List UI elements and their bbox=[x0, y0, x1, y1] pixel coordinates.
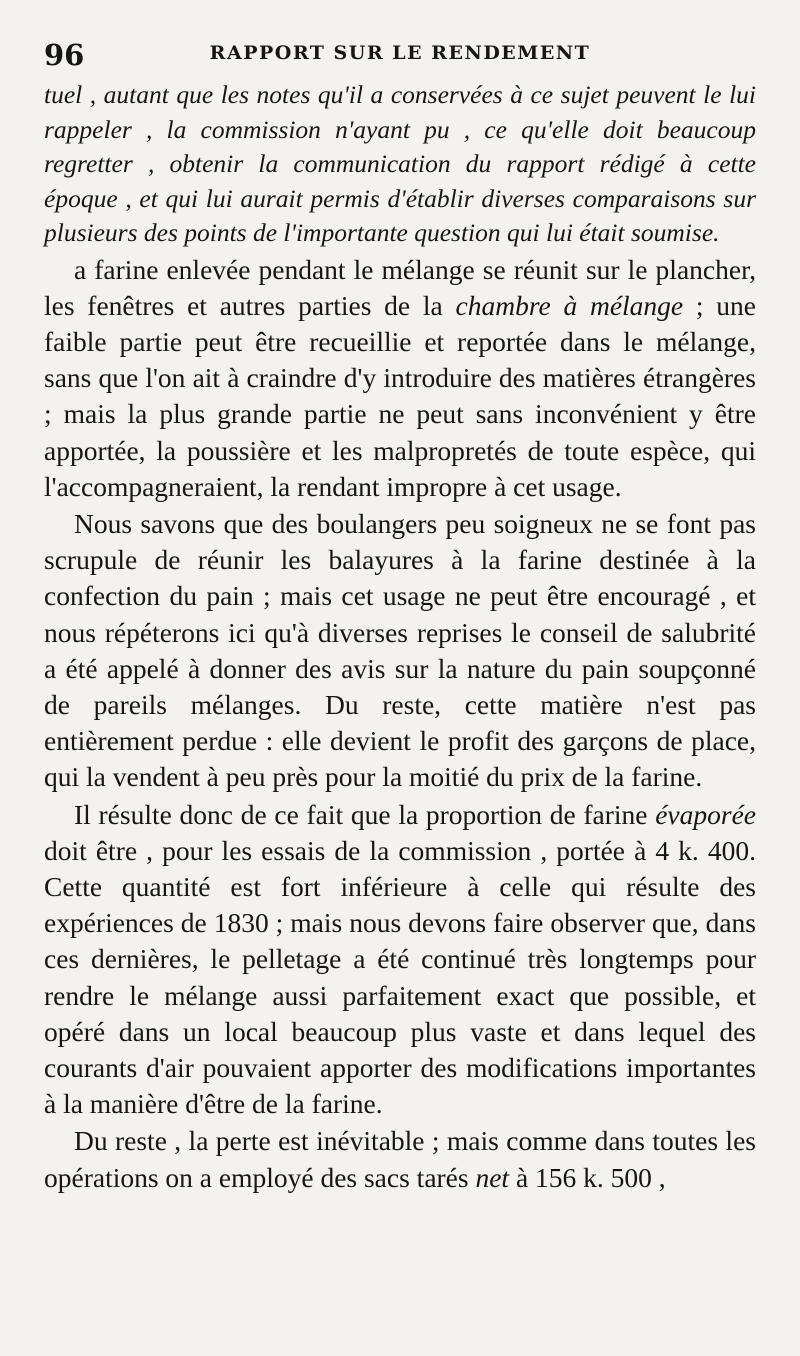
text-run: doit être , pour les essais de la commission , portée à 4 k. 400. Cette quantité est fort inférieure à celle qui résulte des expériences de 1830 ; mais nous devons faire observer que, dans ces dernières, le pelletage a été continué très longtemps pour rendre le mélange aussi parfaitement exact que possible, et opéré dans un local beaucoup plus vaste et dans lequel des courants d'air pouvaient apporter des modifications importantes à la manière d'être de la farine. bbox=[44, 834, 756, 1120]
running-title: RAPPORT SUR LE RENDEMENT bbox=[209, 42, 591, 64]
text-run: Il résulte donc de ce fait que la proportion de farine bbox=[74, 798, 656, 830]
paragraph bbox=[44, 797, 756, 1123]
page-number: 96 bbox=[44, 38, 85, 72]
paragraph bbox=[44, 1123, 756, 1195]
italic-run: évaporée bbox=[655, 798, 756, 830]
paragraph bbox=[44, 252, 756, 505]
text-run: tuel , bbox=[44, 80, 104, 109]
footnote-continuation bbox=[44, 78, 756, 251]
text-run: à 156 k. 500 , bbox=[509, 1161, 666, 1193]
paragraph bbox=[44, 506, 756, 796]
text-run: a farine enlevée pendant le mélange se réunit sur le plancher, les fenêtres et autres parties de la bbox=[44, 253, 756, 321]
italic-run: chambre à mélange bbox=[455, 289, 684, 321]
page-content bbox=[44, 78, 756, 1196]
italic-run: autant que les notes qu'il a conservées à ce sujet peuvent le lui rappeler , la commission n'ayant pu , ce qu'elle doit beaucoup regretter , obtenir la communication du rapport rédigé à cette époque , et qui lui aurait permis d'établir diverses comparaisons sur plusieurs des points de l'importante question qui lui était soumise. bbox=[44, 80, 756, 247]
page-header bbox=[44, 30, 756, 78]
italic-run: net bbox=[475, 1161, 510, 1193]
text-run: ; une faible partie peut être recueillie et reportée dans le mélange, sans que l'on ait à craindre d'y introduire des matières étrangères ; mais la plus grande partie ne peut sans inconvénient y être apportée, la poussière et les malpropretés de toute espèce, qui l'accompagneraient, la rendant impropre à cet usage. bbox=[44, 289, 757, 502]
text-run: Nous savons que des boulangers peu soigneux ne se font pas scrupule de réunir les balayures à la farine destinée à la confection du pain ; mais cet usage ne peut être encouragé , et nous répéterons ici qu'à diverses reprises le conseil de salubrité a été appelé à donner des avis sur la nature du pain soupçonné de pareils mélanges. Du reste, cette matière n'est pas entièrement perdue : elle devient le profit des garçons de place, qui la vendent à peu près pour la moitié du prix de la farine. bbox=[44, 507, 756, 793]
text-run: Du reste , la perte est inévitable ; mais comme dans toutes les opérations on a employé des sacs tarés bbox=[44, 1125, 756, 1193]
